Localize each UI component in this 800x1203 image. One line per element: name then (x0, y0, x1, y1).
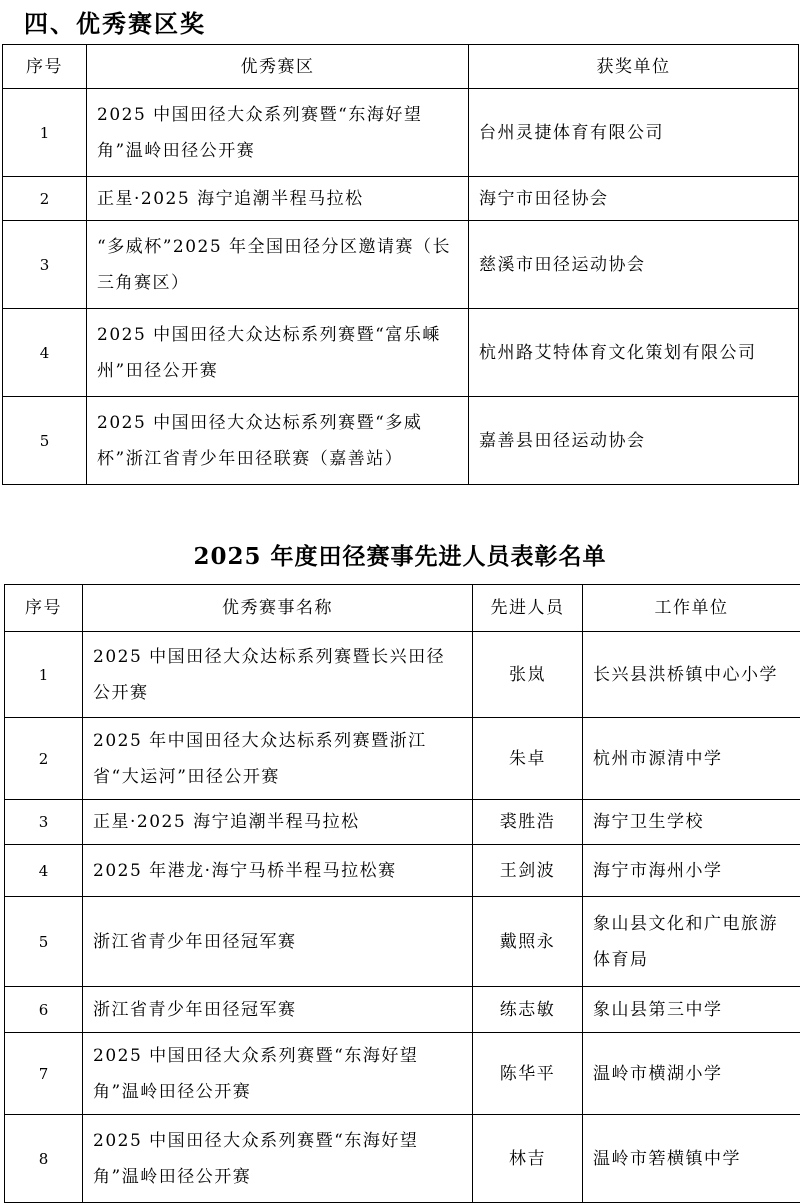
event-cell: 2025 中国田径大众系列赛暨“东海好望角”温岭田径公开赛 (83, 1033, 473, 1115)
unit-cell: 海宁市田径协会 (469, 177, 799, 221)
table-row (5, 632, 800, 718)
person-cell: 陈华平 (473, 1033, 583, 1115)
table-header-row (5, 585, 800, 632)
header-unit: 工作单位 (583, 585, 800, 632)
unit-cell: 海宁卫生学校 (583, 800, 800, 845)
row-number: 1 (3, 89, 87, 177)
table-row (3, 177, 799, 221)
person-cell: 戴照永 (473, 897, 583, 987)
header-unit: 获奖单位 (469, 45, 799, 89)
unit-cell: 杭州路艾特体育文化策划有限公司 (469, 309, 799, 397)
table-row (5, 897, 800, 987)
person-cell: 王剑波 (473, 845, 583, 897)
table-row (3, 221, 799, 309)
table-row (5, 718, 800, 800)
table-row (5, 845, 800, 897)
person-cell: 裘胜浩 (473, 800, 583, 845)
row-number: 7 (5, 1033, 83, 1115)
region-cell: 2025 中国田径大众系列赛暨“东海好望角”温岭田径公开赛 (87, 89, 469, 177)
row-number: 4 (5, 845, 83, 897)
table-row (5, 1115, 800, 1203)
unit-cell: 温岭市横湖小学 (583, 1033, 800, 1115)
event-cell: 2025 年港龙·海宁马桥半程马拉松赛 (83, 845, 473, 897)
unit-cell: 海宁市海州小学 (583, 845, 800, 897)
row-number: 6 (5, 987, 83, 1033)
unit-cell: 象山县文化和广电旅游体育局 (583, 897, 800, 987)
row-number: 1 (5, 632, 83, 718)
event-cell: 正星·2025 海宁追潮半程马拉松 (83, 800, 473, 845)
table-row (5, 1033, 800, 1115)
event-cell: 2025 中国田径大众达标系列赛暨长兴田径公开赛 (83, 632, 473, 718)
table-header-row (3, 45, 799, 89)
unit-cell: 嘉善县田径运动协会 (469, 397, 799, 485)
unit-cell: 台州灵捷体育有限公司 (469, 89, 799, 177)
header-region: 优秀赛区 (87, 45, 469, 89)
region-cell: 2025 中国田径大众达标系列赛暨“富乐嵊州”田径公开赛 (87, 309, 469, 397)
region-cell: “多威杯”2025 年全国田径分区邀请赛（长三角赛区） (87, 221, 469, 309)
unit-cell: 杭州市源清中学 (583, 718, 800, 800)
header-person: 先进人员 (473, 585, 583, 632)
event-cell: 浙江省青少年田径冠军赛 (83, 897, 473, 987)
header-event: 优秀赛事名称 (83, 585, 473, 632)
row-number: 5 (3, 397, 87, 485)
region-cell: 2025 中国田径大众达标系列赛暨“多威杯”浙江省青少年田径联赛（嘉善站） (87, 397, 469, 485)
event-cell: 2025 年中国田径大众达标系列赛暨浙江省“大运河”田径公开赛 (83, 718, 473, 800)
event-cell: 2025 中国田径大众系列赛暨“东海好望角”温岭田径公开赛 (83, 1115, 473, 1203)
event-cell: 浙江省青少年田径冠军赛 (83, 987, 473, 1033)
awards-table (2, 44, 799, 485)
region-cell: 正星·2025 海宁追潮半程马拉松 (87, 177, 469, 221)
table-row (5, 987, 800, 1033)
row-number: 2 (3, 177, 87, 221)
unit-cell: 长兴县洪桥镇中心小学 (583, 632, 800, 718)
table-row (5, 800, 800, 845)
section-heading: 四、优秀赛区奖 (24, 4, 206, 39)
table-row (3, 397, 799, 485)
person-cell: 练志敏 (473, 987, 583, 1033)
people-table-title: 2025 年度田径赛事先进人员表彰名单 (0, 538, 800, 571)
header-no: 序号 (5, 585, 83, 632)
row-number: 3 (3, 221, 87, 309)
table-row (3, 89, 799, 177)
unit-cell: 温岭市箬横镇中学 (583, 1115, 800, 1203)
people-table (4, 584, 800, 1203)
row-number: 4 (3, 309, 87, 397)
unit-cell: 慈溪市田径运动协会 (469, 221, 799, 309)
table-row (3, 309, 799, 397)
row-number: 8 (5, 1115, 83, 1203)
person-cell: 朱卓 (473, 718, 583, 800)
header-no: 序号 (3, 45, 87, 89)
row-number: 3 (5, 800, 83, 845)
row-number: 5 (5, 897, 83, 987)
row-number: 2 (5, 718, 83, 800)
unit-cell: 象山县第三中学 (583, 987, 800, 1033)
person-cell: 林吉 (473, 1115, 583, 1203)
person-cell: 张岚 (473, 632, 583, 718)
